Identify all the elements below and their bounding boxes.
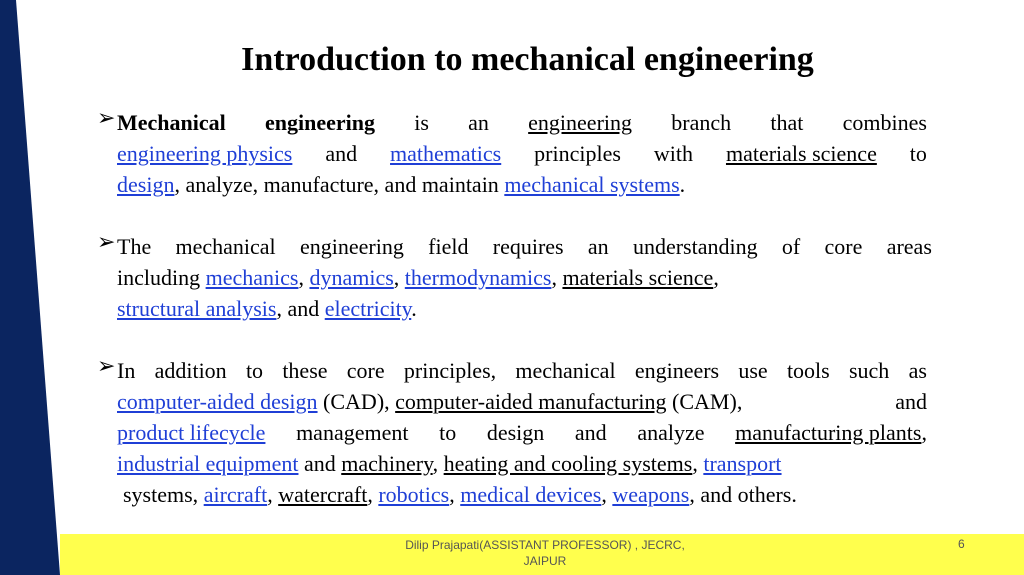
word: use: [738, 358, 768, 383]
bold-term: engineering: [265, 110, 375, 135]
word: with: [653, 141, 694, 166]
link-electricity[interactable]: electricity: [324, 296, 412, 321]
link-materials-science[interactable]: materials science: [725, 141, 877, 166]
word: mechanical: [175, 234, 276, 259]
link-computer-aided-design[interactable]: computer-aided design: [117, 389, 318, 414]
link-structural-analysis[interactable]: structural analysis: [117, 296, 277, 321]
bullet-line: [117, 448, 782, 479]
text-run: (CAD),: [317, 389, 396, 414]
word: areas: [886, 234, 932, 259]
word: principles: [534, 141, 621, 166]
word: field: [428, 234, 469, 259]
word: that: [770, 110, 804, 135]
word: as: [908, 358, 927, 383]
text-run: ,: [551, 265, 563, 290]
word: an: [587, 234, 609, 259]
text-run: ,: [367, 482, 379, 507]
word: design: [486, 420, 545, 445]
slide-title: Introduction to mechanical engineering: [241, 41, 814, 78]
text-run: , analyze, manufacture, and maintain: [174, 172, 505, 197]
bullet-line: [117, 417, 927, 448]
bullet-line: [117, 293, 417, 324]
bold-term: Mechanical: [117, 110, 226, 135]
arrow-bullet-icon: ➢: [97, 106, 116, 131]
text-run: , and: [276, 296, 325, 321]
page-number: 6: [958, 537, 965, 551]
word: and: [325, 141, 358, 166]
word: addition: [154, 358, 227, 383]
bullet-line: [117, 262, 719, 293]
bullet-line: [117, 386, 927, 417]
link-mechanics[interactable]: mechanics: [205, 265, 299, 290]
text-run: ,: [692, 451, 704, 476]
word: branch: [671, 110, 732, 135]
text-run: ,: [393, 265, 405, 290]
link-mathematics[interactable]: mathematics: [390, 141, 502, 166]
text-run: ,: [449, 482, 461, 507]
word: to: [439, 420, 457, 445]
text-run: .: [411, 296, 417, 321]
left-accent-bar: [0, 0, 60, 575]
link-transport[interactable]: transport: [703, 451, 782, 476]
word: management: [296, 420, 409, 445]
text-run: including: [117, 265, 206, 290]
footer-author: [350, 537, 740, 569]
text-run: ,: [601, 482, 613, 507]
link-medical-devices[interactable]: medical devices: [460, 482, 602, 507]
link-manufacturing-plants[interactable]: manufacturing plants: [735, 420, 922, 445]
link-aircraft[interactable]: aircraft: [203, 482, 268, 507]
arrow-bullet-icon: ➢: [97, 230, 116, 255]
text-run: and: [298, 451, 342, 476]
text-run: ,: [713, 265, 719, 290]
word: such: [848, 358, 890, 383]
word: principles,: [403, 358, 497, 383]
word: to: [245, 358, 264, 383]
word: combines: [842, 110, 927, 135]
bullet-line: [117, 355, 927, 386]
word: requires: [492, 234, 564, 259]
link-thermodynamics[interactable]: thermodynamics: [404, 265, 552, 290]
bullet-line: [117, 231, 932, 262]
word: engineers: [634, 358, 720, 383]
word: an: [468, 110, 489, 135]
word: core: [346, 358, 385, 383]
word: to: [909, 141, 927, 166]
link-weapons[interactable]: weapons: [612, 482, 690, 507]
bullet-line: [117, 138, 927, 169]
bullet-line: [117, 169, 685, 200]
link-materials-science[interactable]: materials science: [562, 265, 714, 290]
text-run: ,: [921, 420, 927, 445]
word: mechanical: [515, 358, 616, 383]
word: understanding: [632, 234, 758, 259]
word: of: [781, 234, 801, 259]
link-machinery[interactable]: machinery: [341, 451, 433, 476]
link-mechanical-systems[interactable]: mechanical systems: [504, 172, 680, 197]
link-engineering[interactable]: engineering: [528, 110, 633, 135]
link-computer-aided-manufacturing[interactable]: computer-aided manufacturing: [395, 389, 667, 414]
word: these: [282, 358, 328, 383]
text-run: , and others.: [689, 482, 797, 507]
text-run: systems,: [123, 482, 204, 507]
footer-bar: [60, 534, 1024, 575]
text-run: .: [679, 172, 686, 197]
word: In: [117, 358, 136, 383]
link-product-lifecycle[interactable]: product lifecycle: [117, 420, 266, 445]
text-run: ,: [298, 265, 310, 290]
text-group: [117, 386, 742, 417]
link-watercraft[interactable]: watercraft: [278, 482, 368, 507]
link-robotics[interactable]: robotics: [378, 482, 450, 507]
link-design[interactable]: design: [117, 172, 175, 197]
bullet-line: [117, 107, 927, 138]
word: The: [117, 234, 152, 259]
word: engineering: [299, 234, 404, 259]
bullet-line: [123, 479, 797, 510]
text-run: ,: [267, 482, 279, 507]
text-run: ,: [432, 451, 444, 476]
footer-line: JAIPUR: [523, 554, 567, 568]
link-industrial-equipment[interactable]: industrial equipment: [117, 451, 299, 476]
footer-line: Dilip Prajapati(ASSISTANT PROFESSOR) , JECRC,: [405, 538, 685, 552]
text-run: (CAM),: [666, 389, 743, 414]
word: and: [895, 389, 927, 414]
link-heating-cooling-systems[interactable]: heating and cooling systems: [443, 451, 693, 476]
word: core: [824, 234, 863, 259]
text-group: [735, 417, 927, 448]
word: is: [414, 110, 429, 135]
word: and: [574, 420, 607, 445]
link-dynamics[interactable]: dynamics: [309, 265, 394, 290]
arrow-bullet-icon: ➢: [97, 354, 116, 379]
link-engineering-physics[interactable]: engineering physics: [117, 141, 293, 166]
word: analyze: [637, 420, 705, 445]
word: tools: [786, 358, 830, 383]
